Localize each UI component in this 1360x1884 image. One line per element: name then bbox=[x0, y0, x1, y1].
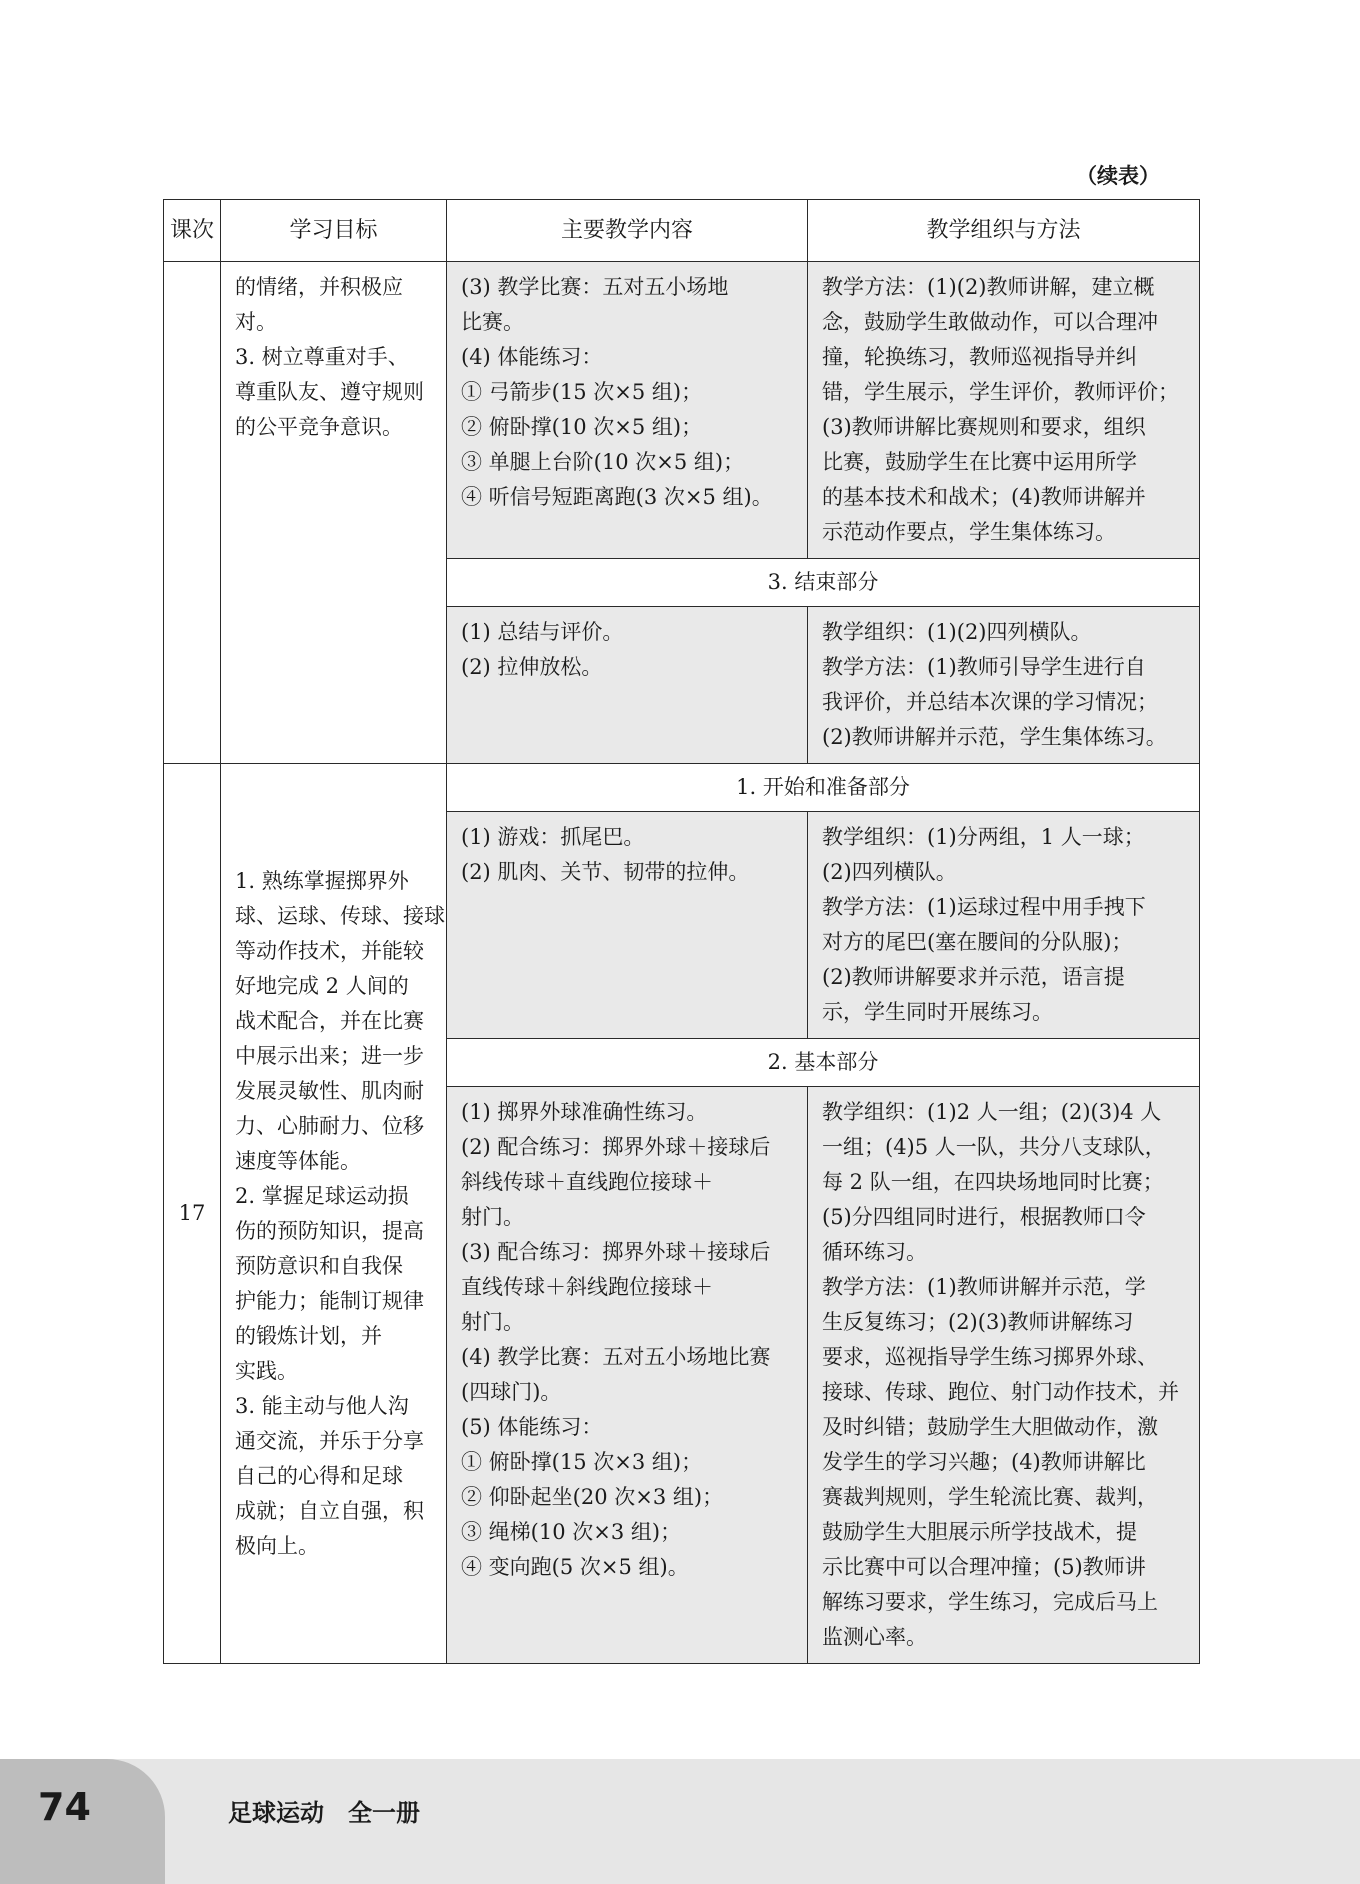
method-line: 一组；(4)5 人一队，共分八支球队， bbox=[822, 1135, 1166, 1159]
method-line: 示范动作要点，学生集体练习。 bbox=[822, 520, 1116, 544]
method-line: 每 2 队一组，在四块场地同时比赛； bbox=[822, 1170, 1164, 1194]
method-line: 教学方法：(1)(2)教师讲解，建立概 bbox=[822, 275, 1155, 299]
content-line: (四球门)。 bbox=[461, 1380, 562, 1404]
goal-line: 发展灵敏性、肌肉耐 bbox=[235, 1078, 424, 1103]
method-line: (2)教师讲解并示范，学生集体练习。 bbox=[822, 725, 1167, 749]
section-title-start: 1. 开始和准备部分 bbox=[447, 764, 1200, 812]
method-line: (3)教师讲解比赛规则和要求，组织 bbox=[822, 415, 1146, 439]
header-lesson: 课次 bbox=[164, 200, 221, 262]
method-line: 教学组织：(1)2 人一组；(2)(3)4 人 bbox=[822, 1100, 1162, 1124]
content-line: 斜线传球＋直线跑位接球＋ bbox=[461, 1170, 713, 1194]
goal-line: 2. 掌握足球运动损 bbox=[235, 1183, 409, 1208]
lesson17-number: 17 bbox=[164, 764, 221, 1664]
goal-line: 尊重队友、遵守规则 bbox=[235, 380, 424, 404]
goal-line: 3. 树立尊重对手、 bbox=[235, 345, 409, 369]
goal-line: 3. 能主动与他人沟 bbox=[235, 1393, 409, 1418]
method-line: 我评价，并总结本次课的学习情况； bbox=[822, 690, 1158, 714]
goal-line: 1. 熟练掌握掷界外 bbox=[235, 868, 409, 893]
footer-band bbox=[0, 1759, 1360, 1884]
goal-line: 通交流，并乐于分享 bbox=[235, 1428, 424, 1453]
content-line: ④ 变向跑(5 次×5 组)。 bbox=[461, 1555, 689, 1579]
content-line: (1) 掷界外球准确性练习。 bbox=[461, 1100, 708, 1124]
method-line: 对方的尾巴(塞在腰间的分队服)； bbox=[822, 930, 1133, 954]
method-line: 赛裁判规则，学生轮流比赛、裁判， bbox=[822, 1485, 1158, 1509]
lesson16-goals bbox=[221, 262, 447, 764]
content-line: (4) 体能练习： bbox=[461, 345, 603, 369]
lesson17-start-section-row bbox=[164, 764, 1200, 812]
goal-line: 等动作技术，并能较 bbox=[235, 938, 424, 963]
goal-line: 中展示出来；进一步 bbox=[235, 1043, 424, 1068]
lesson17-start-content bbox=[447, 812, 808, 1039]
content-line: ① 弓箭步(15 次×5 组)； bbox=[461, 380, 703, 404]
method-line: 示比赛中可以合理冲撞；(5)教师讲 bbox=[822, 1555, 1146, 1579]
method-line: 教学方法：(1)运球过程中用手拽下 bbox=[822, 895, 1146, 919]
content-line: (2) 配合练习：掷界外球＋接球后 bbox=[461, 1135, 771, 1159]
goal-line: 护能力；能制订规律 bbox=[235, 1288, 424, 1313]
method-line: 比赛，鼓励学生在比赛中运用所学 bbox=[822, 450, 1137, 474]
goal-line: 力、心肺耐力、位移 bbox=[235, 1113, 424, 1138]
method-line: 教学组织：(1)分两组，1 人一球； bbox=[822, 825, 1145, 849]
lesson16-end-method bbox=[808, 607, 1200, 764]
method-line: (2)教师讲解要求并示范，语言提 bbox=[822, 965, 1125, 989]
content-line: (2) 肌肉、关节、韧带的拉伸。 bbox=[461, 860, 750, 884]
content-line: ① 俯卧撑(15 次×3 组)； bbox=[461, 1450, 703, 1474]
method-line: 教学组织：(1)(2)四列横队。 bbox=[822, 620, 1092, 644]
method-line: 教学方法：(1)教师引导学生进行自 bbox=[822, 655, 1146, 679]
goal-line: 实践。 bbox=[235, 1358, 298, 1383]
content-line: (4) 教学比赛：五对五小场地比赛 bbox=[461, 1345, 771, 1369]
goal-line: 速度等体能。 bbox=[235, 1148, 361, 1173]
goal-line: 的公平竞争意识。 bbox=[235, 415, 403, 439]
method-line: 要求，巡视指导学生练习掷界外球、 bbox=[822, 1345, 1158, 1369]
content-line: ③ 单腿上台阶(10 次×5 组)； bbox=[461, 450, 745, 474]
lesson17-basic-content bbox=[447, 1087, 808, 1664]
goal-line: 的锻炼计划，并 bbox=[235, 1323, 382, 1348]
content-line: (5) 体能练习： bbox=[461, 1415, 603, 1439]
method-line: 的基本技术和战术；(4)教师讲解并 bbox=[822, 485, 1146, 509]
header-content: 主要教学内容 bbox=[447, 200, 808, 262]
content-line: 直线传球＋斜线跑位接球＋ bbox=[461, 1275, 713, 1299]
method-line: 监测心率。 bbox=[822, 1625, 927, 1649]
content-line: ③ 绳梯(10 次×3 组)； bbox=[461, 1520, 682, 1544]
method-line: 及时纠错；鼓励学生大胆做动作，激 bbox=[822, 1415, 1158, 1439]
lesson17-start-method bbox=[808, 812, 1200, 1039]
content-line: 比赛。 bbox=[461, 310, 524, 334]
content-line: ④ 听信号短距离跑(3 次×5 组)。 bbox=[461, 485, 773, 509]
goal-line: 的情绪，并积极应 bbox=[235, 275, 403, 299]
lesson16-end-content bbox=[447, 607, 808, 764]
content-line: 射门。 bbox=[461, 1205, 524, 1229]
method-line: 教学方法：(1)教师讲解并示范，学 bbox=[822, 1275, 1146, 1299]
method-line: 错，学生展示，学生评价，教师评价； bbox=[822, 380, 1179, 404]
method-line: 鼓励学生大胆展示所学技战术，提 bbox=[822, 1520, 1137, 1544]
method-line: 接球、传球、跑位、射门动作技术，并 bbox=[822, 1380, 1179, 1404]
method-line: 发学生的学习兴趣；(4)教师讲解比 bbox=[822, 1450, 1146, 1474]
goal-line: 预防意识和自我保 bbox=[235, 1253, 403, 1278]
goal-line: 伤的预防知识，提高 bbox=[235, 1218, 424, 1243]
goal-line: 好地完成 2 人间的 bbox=[235, 973, 409, 998]
content-line: (2) 拉伸放松。 bbox=[461, 655, 603, 679]
lesson17-basic-method bbox=[808, 1087, 1200, 1664]
content-line: ② 仰卧起坐(20 次×3 组)； bbox=[461, 1485, 724, 1509]
lesson-plan-table bbox=[163, 199, 1200, 1664]
method-line: (5)分四组同时进行，根据教师口令 bbox=[822, 1205, 1146, 1229]
header-method: 教学组织与方法 bbox=[808, 200, 1200, 262]
section-title-end: 3. 结束部分 bbox=[447, 559, 1200, 607]
method-line: 念，鼓励学生敢做动作，可以合理冲 bbox=[822, 310, 1158, 334]
header-goals: 学习目标 bbox=[221, 200, 447, 262]
goal-line: 成就；自立自强，积 bbox=[235, 1498, 424, 1523]
section-title-basic: 2. 基本部分 bbox=[447, 1039, 1200, 1087]
goal-line: 极向上。 bbox=[235, 1533, 319, 1558]
goal-line: 对。 bbox=[235, 310, 277, 334]
lesson16-number-cell bbox=[164, 262, 221, 764]
lesson16-basic-content bbox=[447, 262, 808, 559]
goal-line: 球、运球、传球、接球 bbox=[235, 903, 445, 928]
goal-line: 自己的心得和足球 bbox=[235, 1463, 403, 1488]
book-title: 足球运动 全一册 bbox=[228, 1799, 420, 1827]
method-line: 生反复练习；(2)(3)教师讲解练习 bbox=[822, 1310, 1134, 1334]
lesson16-basic-method bbox=[808, 262, 1200, 559]
content-line: (3) 配合练习：掷界外球＋接球后 bbox=[461, 1240, 771, 1264]
method-line: 循环练习。 bbox=[822, 1240, 927, 1264]
content-line: (1) 游戏：抓尾巴。 bbox=[461, 825, 645, 849]
continued-label: （续表） bbox=[1076, 164, 1160, 188]
content-line: (3) 教学比赛：五对五小场地 bbox=[461, 275, 729, 299]
method-line: (2)四列横队。 bbox=[822, 860, 957, 884]
content-line: ② 俯卧撑(10 次×5 组)； bbox=[461, 415, 703, 439]
content-line: 射门。 bbox=[461, 1310, 524, 1334]
method-line: 解练习要求，学生练习，完成后马上 bbox=[822, 1590, 1158, 1614]
header-row bbox=[164, 200, 1200, 262]
method-line: 示，学生同时开展练习。 bbox=[822, 1000, 1053, 1024]
lesson17-goals bbox=[221, 764, 447, 1664]
method-line: 撞，轮换练习，教师巡视指导并纠 bbox=[822, 345, 1137, 369]
page-number: 74 bbox=[38, 1785, 91, 1829]
goal-line: 战术配合，并在比赛 bbox=[235, 1008, 424, 1033]
lesson16-basic-row bbox=[164, 262, 1200, 559]
content-line: (1) 总结与评价。 bbox=[461, 620, 624, 644]
